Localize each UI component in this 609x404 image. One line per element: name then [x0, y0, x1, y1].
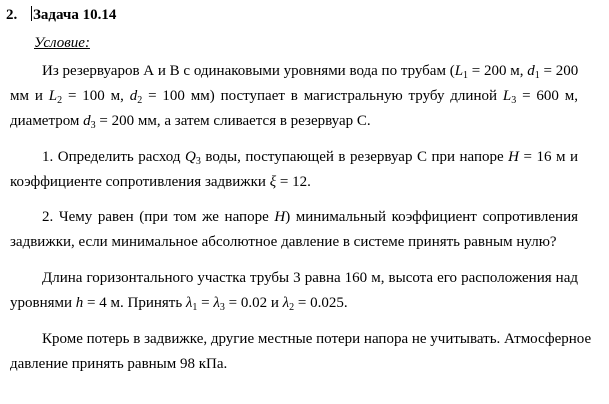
- text-run: = 0.025.: [294, 295, 348, 311]
- text-run: давление принять равным 98 кПа.: [10, 356, 228, 372]
- subscript: 2: [57, 95, 63, 106]
- task-title: Задача 10.14: [33, 7, 117, 23]
- variable: H: [274, 209, 286, 225]
- subscript: 3: [511, 95, 517, 106]
- p1-line2: [10, 88, 578, 105]
- text-run: = 100 м,: [62, 88, 130, 104]
- text-run: = 200: [539, 63, 579, 79]
- text-run: Из резервуаров А и В с одинаковыми уровнями вода по трубам (: [42, 63, 455, 79]
- variable: d: [83, 113, 91, 129]
- text-run: диаметром: [10, 113, 84, 129]
- text-run: 2. Чему равен (при том же напоре: [42, 209, 275, 225]
- text-run: 1. Определить расход: [42, 149, 186, 165]
- text-run: = 200 мм, а затем сливается в резервуар С.: [95, 113, 371, 129]
- text-run: = 600 м,: [516, 88, 578, 104]
- variable: Q: [185, 149, 196, 165]
- text-run: воды, поступающей в резервуар С при напоре: [200, 149, 509, 165]
- text-run: =: [197, 295, 214, 311]
- text-cursor: [31, 6, 32, 21]
- subscript: 3: [195, 156, 201, 167]
- variable: L: [48, 88, 58, 104]
- text-run: задвижки, если минимальное абсолютное давление в системе принять равным нулю?: [10, 234, 557, 250]
- p5-line2: [10, 356, 227, 373]
- condition-label: Условие:: [34, 35, 90, 51]
- subscript: 1: [192, 302, 198, 313]
- subscript: 1: [534, 70, 540, 81]
- variable: d: [527, 63, 535, 79]
- variable: λ: [213, 295, 220, 311]
- p5-line1: [42, 331, 592, 348]
- text-run: ) минимальный коэффициент сопротивления: [285, 209, 578, 225]
- p2-line1: [42, 149, 578, 166]
- p3-line1: [42, 209, 578, 226]
- text-run: = 100 мм) поступает в магистральную трубу длиной: [142, 88, 503, 104]
- subscript: 3: [90, 120, 96, 131]
- variable: H: [508, 149, 520, 165]
- variable: λ: [185, 295, 193, 311]
- variable: h: [75, 295, 84, 311]
- variable: L: [454, 63, 464, 79]
- text-run: = 12.: [276, 174, 311, 190]
- text-run: уровнями: [10, 295, 76, 311]
- text-run: = 0.02 и: [224, 295, 283, 311]
- p1-line3: [10, 113, 371, 130]
- subscript: 2: [289, 302, 295, 313]
- text-run: = 16 м и: [519, 149, 578, 165]
- p3-line2: [10, 234, 557, 251]
- p4-line2: [10, 295, 348, 312]
- text-run: Длина горизонтального участка трубы 3 равна 160 м, высота его расположения над: [42, 270, 578, 286]
- subscript: 3: [219, 302, 225, 313]
- p2-line2: [10, 174, 311, 191]
- p1-line1: [42, 63, 578, 80]
- task-heading: [6, 6, 116, 24]
- task-number: 2.: [6, 7, 18, 23]
- variable: L: [502, 88, 512, 104]
- variable: ξ: [269, 174, 277, 190]
- subscript: 1: [463, 70, 469, 81]
- text-run: = 4 м. Принять: [83, 295, 186, 311]
- text-run: коэффициенте сопротивления задвижки: [10, 174, 270, 190]
- p4-line1: [42, 270, 578, 287]
- variable: λ: [282, 295, 290, 311]
- text-run: Кроме потерь в задвижке, другие местные потери напора не учитывать. Атмосферное: [42, 331, 592, 347]
- text-run: мм и: [10, 88, 49, 104]
- subscript: 2: [137, 95, 143, 106]
- variable: d: [129, 88, 138, 104]
- text-run: = 200 м,: [468, 63, 528, 79]
